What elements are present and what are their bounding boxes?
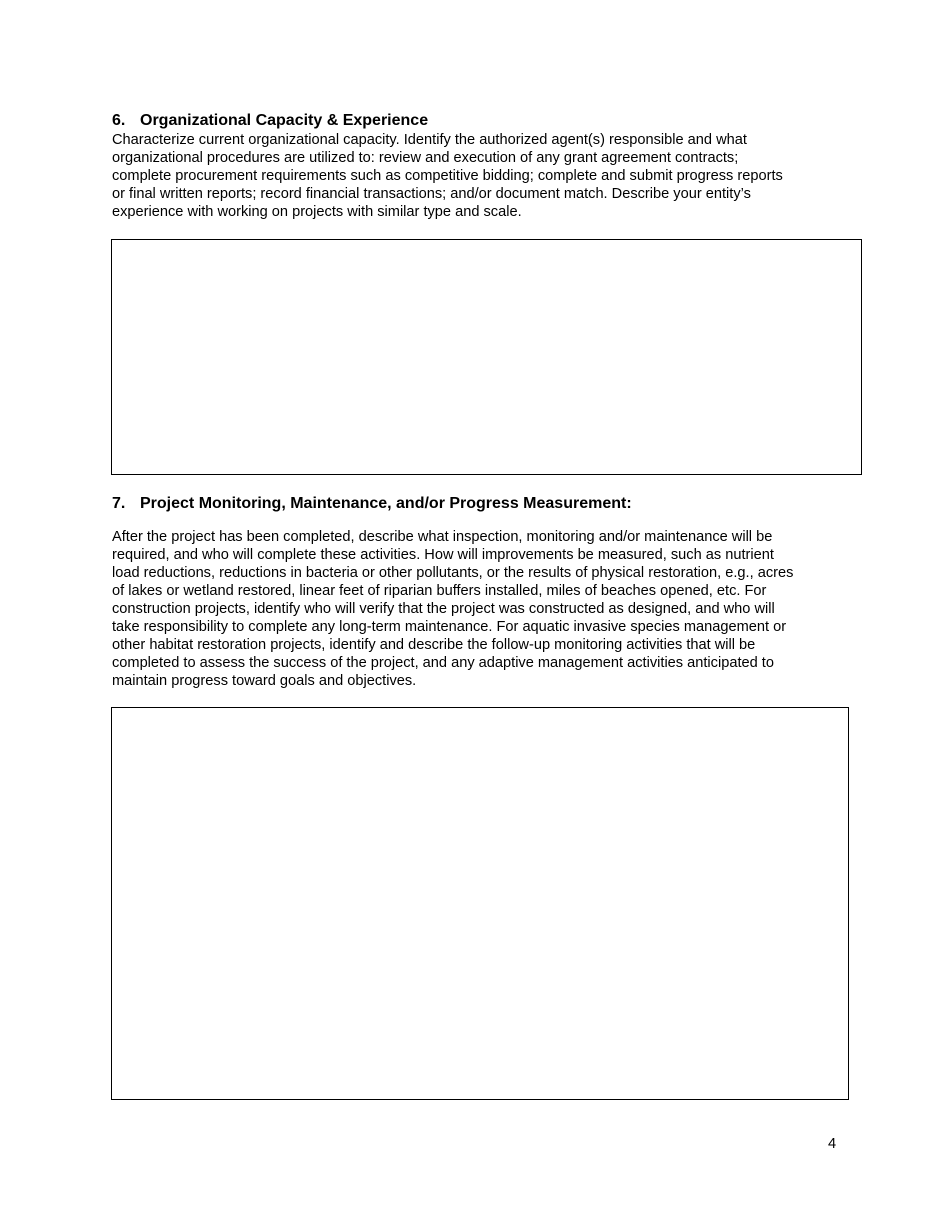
section-6-heading xyxy=(112,112,428,130)
section-6-number: 6. xyxy=(112,112,126,129)
section-6-instructions: Characterize current organizational capacity. Identify the authorized agent(s) responsible and what organizational procedures are utilized to: review and execution of any grant agreement contracts; complete procurement requirements such as competitive bidding; complete and submit progress reports or final written reports; record financial transactions; and/or document match. Describe your entity’s experience with working on projects with similar type and scale. xyxy=(112,132,783,220)
section-7-number: 7. xyxy=(112,495,126,512)
section-7-title: Project Monitoring, Maintenance, and/or Progress Measurement: xyxy=(140,495,632,512)
page-number: 4 xyxy=(828,1136,837,1152)
section-7-instructions: After the project has been completed, describe what inspection, monitoring and/or maintenance will be required, and who will complete these activities. How will improvements be measured, such as nutrient load reductions, reductions in bacteria or other pollutants, or the results of physical restoration, e.g., acres of lakes or wetland restored, linear feet of riparian buffers installed, miles of beaches opened, etc. For construction projects, identify who will verify that the project was constructed as designed, and who will take responsibility to complete any long-term maintenance. For aquatic invasive species management or other habitat restoration projects, identify and describe the follow-up monitoring activities that will be completed to assess the success of the project, and any adaptive management activities anticipated to maintain progress toward goals and objectives. xyxy=(112,529,794,689)
section-6-title: Organizational Capacity & Experience xyxy=(140,112,429,129)
section-7-response-box[interactable] xyxy=(111,707,849,1100)
section-6-response-box[interactable] xyxy=(111,239,862,475)
section-7-heading xyxy=(112,495,632,513)
